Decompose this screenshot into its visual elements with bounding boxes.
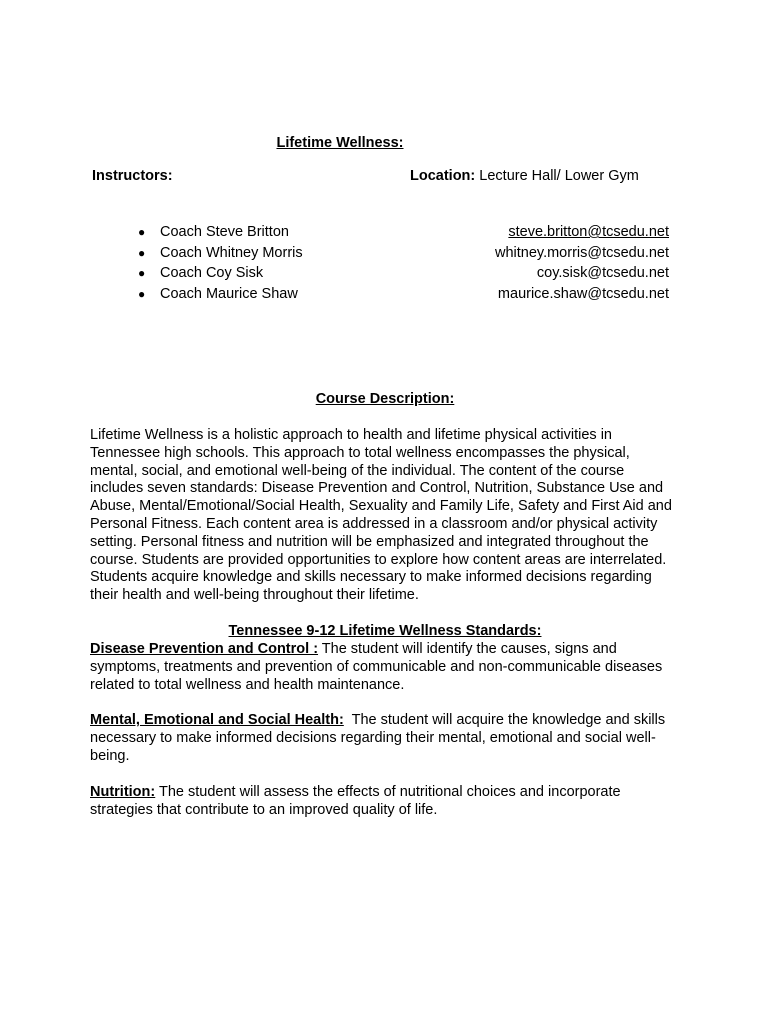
standard-mental-health [90,712,680,765]
instructor-row [138,263,669,283]
instructor-email: whitney.morris@tcsedu.net [494,245,669,261]
location-value: Lecture Hall/ Lower Gym [479,168,639,184]
instructor-email-link[interactable]: steve.britton@tcsedu.net [508,224,669,240]
instructors-label: Instructors: [92,168,173,184]
standard-nutrition [90,784,680,820]
instructor-name: Coach Steve Britton [160,224,289,240]
standard-title: Mental, Emotional and Social Health: [90,712,344,728]
instructor-row [138,243,669,263]
bullet-icon: ● [138,225,146,239]
standard-title: Disease Prevention and Control : [90,641,319,657]
standard-text: The student will identify the causes, signs and symptoms, treatments and prevention of communicable and non-communicable diseases related to total wellness and health maintenance. [90,641,667,693]
document-title: Lifetime Wellness: [276,135,404,151]
standard-text: The student will assess the effects of nutritional choices and incorporate strategies that contribute to an improved quality of life. [90,784,625,818]
instructor-name: Coach Maurice Shaw [160,286,298,302]
location-label: Location: [410,168,476,184]
bullet-icon: ● [138,287,146,301]
standard-text: The student will acquire the knowledge and skills necessary to make informed decisions regarding their mental, emotional and social well-being. [90,712,670,764]
standards-heading: Tennessee 9-12 Lifetime Wellness Standards: [228,623,542,639]
course-description-heading: Course Description: [315,391,455,407]
instructor-name: Coach Whitney Morris [160,245,303,261]
instructor-email: maurice.shaw@tcsedu.net [497,286,669,302]
standard-title: Nutrition: [90,784,156,800]
standard-disease-prevention [90,641,680,694]
course-description-body: Lifetime Wellness is a holistic approach to health and lifetime physical activities in Tennessee high schools. This approach to total wellness encompasses the physical, mental, social, and emotional well-being of the individual. The content of the course includes seven standards: Disease Prevention and Control, Nutrition, Substance Use and Abuse, Mental/Emotional/Social Health, Sexuality and Family Life, Safety and First Aid and Personal Fitness. Each content area is addressed in a classroom and/or physical activity setting. Personal fitness and nutrition will be emphasized and integrated throughout the course. Students are provided opportunities to explore how content areas are interrelated. Students acquire knowledge and skills necessary to make informed decisions regarding their health and well-being throughout their lifetime. [90,427,672,604]
instructor-name: Coach Coy Sisk [160,265,264,281]
location [410,168,639,184]
instructor-row [138,284,669,304]
instructor-email: coy.sisk@tcsedu.net [536,265,669,281]
bullet-icon: ● [138,246,146,260]
instructor-row [138,222,669,242]
bullet-icon: ● [138,266,146,280]
